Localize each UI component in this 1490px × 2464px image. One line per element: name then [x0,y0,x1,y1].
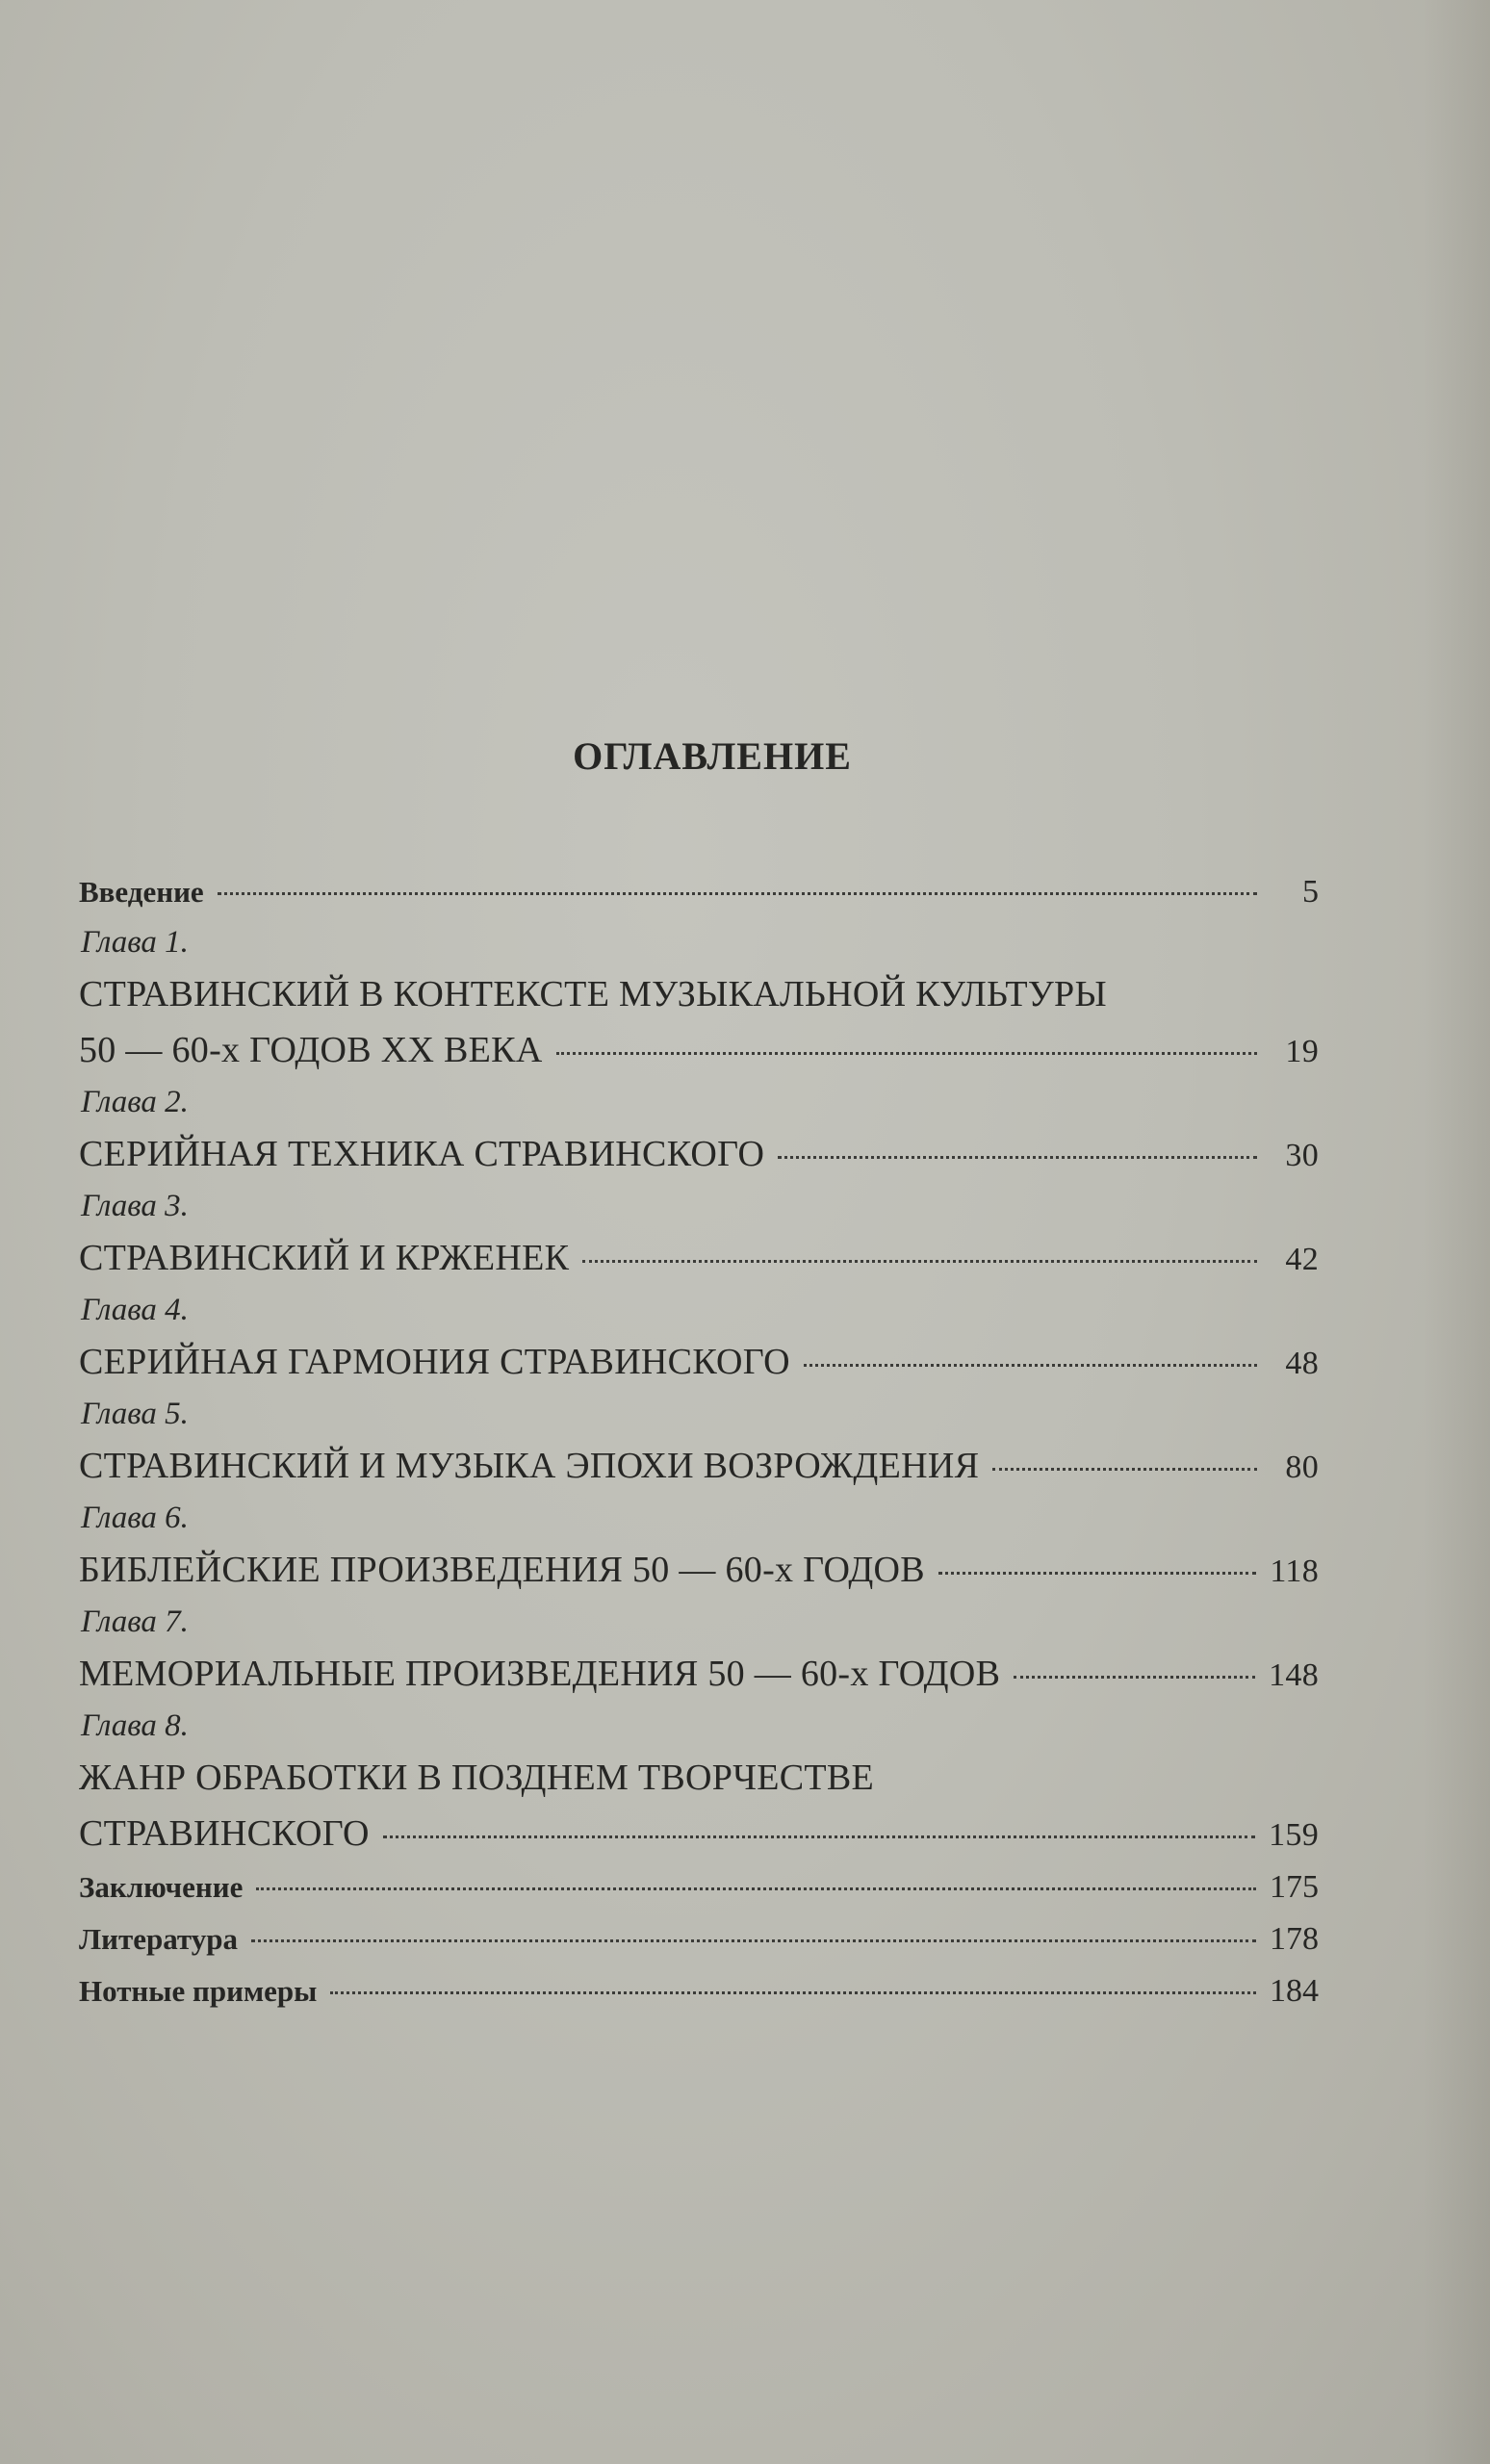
toc-page-number: 80 [1285,1450,1319,1485]
page-edge-shadow [1423,0,1490,2464]
chapter-title-line: СТРАВИНСКИЙ И МУЗЫКА ЭПОХИ ВОЗРОЖДЕНИЯ [79,1446,980,1486]
chapter-label: Глава 5. [81,1397,189,1431]
chapter-title-final-line [79,1806,1319,1861]
toc-page-number: 5 [1302,874,1319,910]
toc-page-number: 175 [1270,1869,1319,1905]
toc-chapter-4 [79,1286,1319,1390]
toc-entry-conclusion [79,1861,1319,1913]
toc-entry-label: Нотные примеры [79,1974,318,2008]
chapter-label: Глава 7. [81,1604,189,1639]
toc-chapter-5 [79,1390,1319,1494]
chapter-title-line: СТРАВИНСКИЙ В КОНТЕКСТЕ МУЗЫКАЛЬНОЙ КУЛЬТУРЫ [79,974,1107,1014]
toc-entry-label: Введение [79,875,204,909]
chapter-label: Глава 2. [81,1085,189,1119]
dot-leader [218,892,1257,895]
toc-entry-intro [79,866,1319,918]
chapter-label: Глава 1. [81,925,189,960]
chapter-label: Глава 3. [81,1189,189,1223]
toc-page-number: 159 [1269,1817,1319,1853]
dot-leader [938,1572,1256,1575]
chapter-title-final-line [79,1646,1319,1702]
chapter-title-line: СЕРИЙНАЯ ТЕХНИКА СТРАВИНСКОГО [79,1134,765,1174]
toc-chapter-3 [79,1182,1319,1286]
chapter-title-final-line [79,1542,1319,1598]
toc-entry-label: Литература [79,1922,238,1956]
dot-leader [1014,1676,1255,1679]
dot-leader [992,1468,1257,1471]
dot-leader [556,1052,1257,1055]
chapter-title-line: 50 — 60-х ГОДОВ ХХ ВЕКА [79,1030,543,1070]
dot-leader [330,1991,1256,1994]
dot-leader [383,1835,1255,1838]
toc-chapter-2 [79,1078,1319,1182]
chapter-title-line: БИБЛЕЙСКИЕ ПРОИЗВЕДЕНИЯ 50 — 60-х ГОДОВ [79,1550,925,1590]
toc-page-number: 19 [1285,1034,1319,1069]
chapter-title-final-line [79,1334,1319,1390]
toc-entry-music-examples [79,1965,1319,2017]
chapter-title-final-line [79,1230,1319,1286]
toc-chapter-8 [79,1702,1319,1861]
toc-entry-label: Заключение [79,1870,244,1904]
chapter-title-final-line [79,1022,1319,1078]
chapter-title-line: ЖАНР ОБРАБОТКИ В ПОЗДНЕМ ТВОРЧЕСТВЕ [79,1758,875,1798]
chapter-title-final-line [79,1438,1319,1494]
dot-leader [778,1156,1257,1159]
chapter-title-line: СЕРИЙНАЯ ГАРМОНИЯ СТРАВИНСКОГО [79,1342,790,1382]
chapter-label: Глава 8. [81,1708,189,1743]
chapter-title-final-line [79,1126,1319,1182]
toc-page-number: 178 [1270,1921,1319,1957]
toc-chapter-7 [79,1598,1319,1702]
chapter-label: Глава 4. [81,1293,189,1327]
chapter-title-line: СТРАВИНСКОГО [79,1813,370,1854]
table-of-contents [79,866,1319,2017]
toc-page-number: 184 [1270,1973,1319,2009]
dot-leader [804,1364,1257,1367]
chapter-title-line: СТРАВИНСКИЙ И КРЖЕНЕК [79,1238,570,1278]
toc-page-number: 118 [1270,1553,1319,1589]
dot-leader [582,1260,1257,1263]
toc-page-number: 42 [1285,1242,1319,1277]
dot-leader [256,1887,1256,1890]
chapter-label: Глава 6. [81,1501,189,1535]
toc-chapter-1 [79,918,1319,1078]
toc-page-number: 148 [1269,1657,1319,1693]
toc-entry-literature [79,1913,1319,1965]
toc-page-number: 48 [1285,1346,1319,1381]
dot-leader [251,1939,1256,1942]
toc-page-number: 30 [1285,1138,1319,1173]
chapter-title-line: МЕМОРИАЛЬНЫЕ ПРОИЗВЕДЕНИЯ 50 — 60-х ГОДОВ [79,1654,1001,1694]
toc-chapter-6 [79,1494,1319,1598]
toc-title: ОГЛАВЛЕНИЕ [573,734,852,778]
